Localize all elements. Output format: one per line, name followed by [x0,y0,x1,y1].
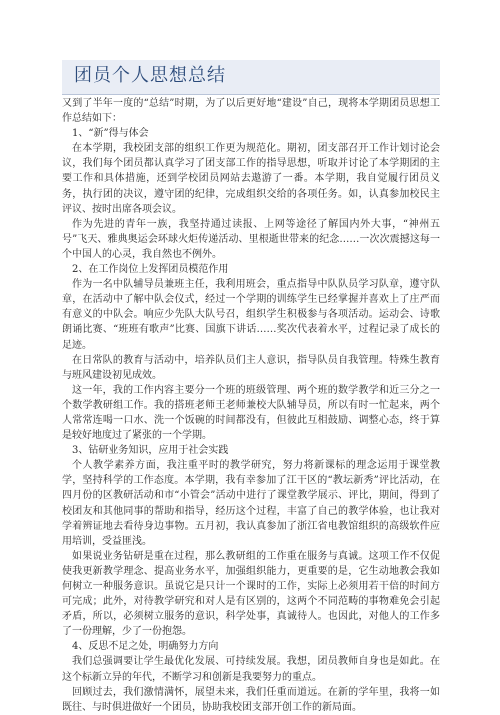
paragraph: 我们总强调要让学生最优化发展、可持续发展。我想，团员教师自身也是如此。在这个标新立异的年代，不断学习和创新是我要努力的重点。 [62,656,440,683]
paragraph: 2、在工作岗位上发挥团员模范作用 [72,264,229,276]
paragraph: 如果说业务钻研是重在过程，那么教研组的工作重在服务与真诚。这项工作不仅促使我更新教学理念、提高业务水平，加强组织能力，更重要的是，它生动地教会我如何树立一种服务意识。虽说它是只计一个课时的工作，实际上必须用若干倍的时间方可完成；此外，对待教学研究和对人是有区别的，这两个不同范畴的事物难免会引起矛盾，所以，必须树立服务的意识，科学处事，真诚待人。也因此，对他人的工作多了一份理解，少了一份抱怨。 [62,550,440,638]
page-title: 团员个人思想总结 [74,65,226,86]
paragraph: 个人教学素养方面，我注重平时的教学研究，努力将新课标的理念运用于课堂教学，坚持科学的工作态度。本学期，我有幸参加了江干区的“教坛新秀”评比活动，在四月份的区教研活动和市“小管会”活动中进行了课堂教学展示、评比，期间，得到了校团友和其他同事的帮助和指导，经历这个过程，丰富了自己的教学体验，也让我对学着辨证地去看待身边事物。五月初，我认真参加了浙江省电教馆组织的高级软件应用培训，受益匪浅。 [62,460,440,547]
paragraph: 1、“新”得与体会 [72,128,149,140]
paragraph: 这一年，我的工作内容主要分一个班的班级管理、两个班的数学教学和近三分之一个数学教研组工作。我的搭班老师王老师兼校大队辅导员，所以有时一忙起来，两个人常常连喝一口水、洗一个饭碗的时间都没有，但彼此互相鼓励、调整心态，终于算是较好地度过了紧张的一个学期。 [62,384,440,442]
paragraph: 3、钻研业务知识，应用于社会实践 [72,445,229,457]
paragraph: 4、反思不足之处，明确努力方向 [72,641,219,653]
paragraph: 作为一名中队辅导员兼班主任，我利用班会，重点指导中队队员学习队章，遵守队章，在活动中了解中队会仪式，经过一个学期的训练学生已经掌握并喜欢上了庄严而有意义的中队会。响应少先队大队号召，组织学生积极参与各项活动。运动会、诗歌朗诵比赛、“班班有歌声”比赛、国旗下讲话……奖次代表着水平，过程记录了成长的足迹。 [62,279,440,351]
paragraph: 作为先进的青年一族，我坚持通过读报、上网等途径了解国内外大事，“神州五号”飞天、雅典奥运会环球火炬传递活动、里根逝世带来的纪念……一次次震撼这每一个中国人的心灵，我自然也不例外。 [62,218,440,260]
paragraph: 回顾过去，我们激情满怀，展望未来，我们任重而道远。在新的学年里，我将一如既往、与时俱进做好一个团员，协助我校团支部开创工作的新局面。 [62,686,440,713]
paragraph: 在本学期，我校团支部的组织工作更为规范化。期初，团支部召开工作计划讨论会议，我们每个团员都认真学习了团支部工作的指导思想，听取并讨论了本学期团的主要工作和具体措施，还到学校团员网站去遨游了一番。本学期，我自觉履行团员义务，执行团的决议，遵守团的纪律，完成组织交给的各项任务。如，认真参加校民主评议、按时出席各项会议。 [62,143,440,215]
paragraph: 又到了半年一度的“总结”时期，为了以后更好地“建设”自己，现将本学期团员思想工作总结如下： [62,98,440,125]
paragraph: 在日常队的教育与活动中，培养队员们主人意识，指导队员自我管理。特殊生教育与班风建设初见成效。 [62,354,440,381]
document-body [62,96,440,715]
